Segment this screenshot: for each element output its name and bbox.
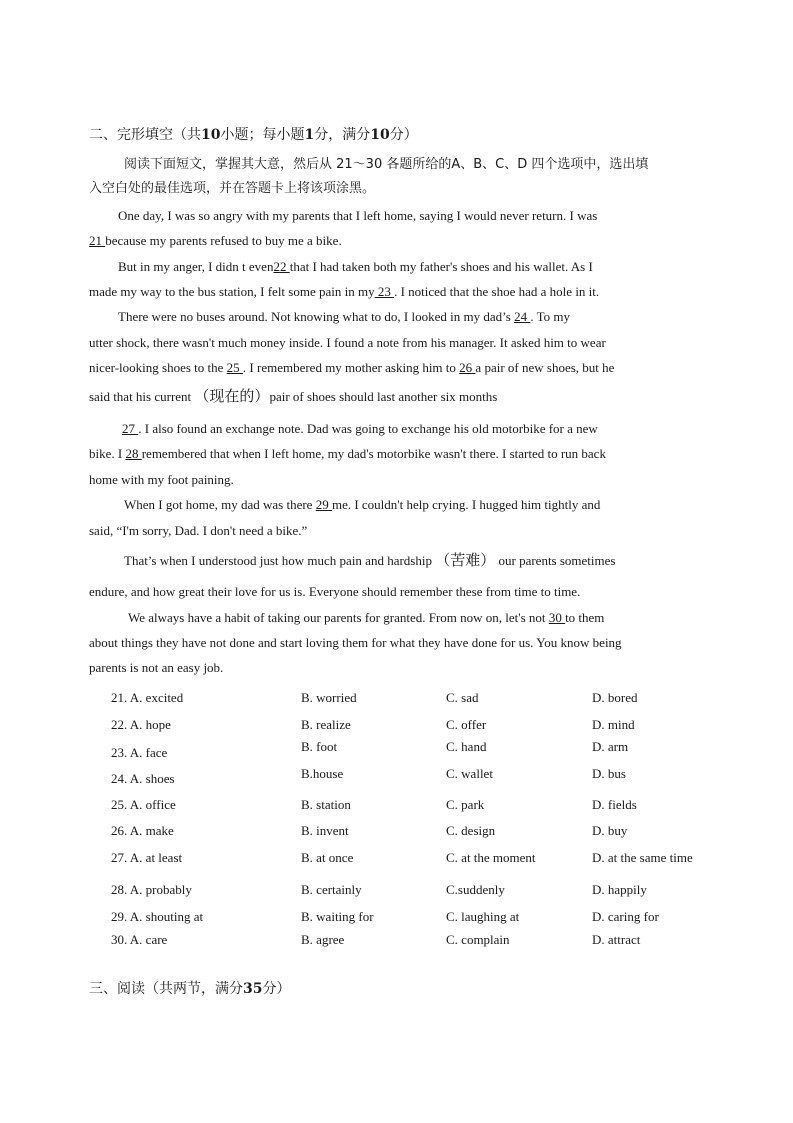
option-b: B. waiting for [301,909,374,924]
passage-line: endure, and how great their love for us is. Everyone should remember these from time to time. [89,584,581,599]
option-d: D. mind [592,717,635,732]
blank-22: 22 [273,259,290,274]
passage-text: . I also found an exchange note. Dad was going to exchange his old motorbike for a new [138,421,598,436]
passage-line: said, “I'm sorry, Dad. I don't need a bike.” [89,523,308,538]
option-d: D. caring for [592,909,659,924]
section-heading-reading [89,978,290,998]
option-a: 27. A. at least [111,850,183,865]
option-b: B. worried [301,690,357,705]
option-d: D. arm [592,739,629,754]
heading-text: 二、完形填空（共 [89,127,201,143]
heading-number: 10 [201,127,221,143]
heading-text: 分，满分 [314,127,371,143]
option-a: 25. A. office [111,797,176,812]
heading-text: 分） [389,127,418,143]
heading-text: 三、阅读（共两节，满分 [89,981,243,997]
option-b: B. invent [301,823,349,838]
option-b: B.house [301,766,344,781]
blank-25: 25 [226,360,243,375]
blank-27: 27 [122,421,139,436]
passage-text: That’s when I understood just how much pain and hardship [124,553,436,568]
passage-text: because my parents refused to buy me a bike. [105,233,342,248]
option-c: C. design [446,823,496,838]
passage-text: There were no buses around. Not knowing what to do, I looked in my dad’s [118,309,515,324]
option-c: C. at the moment [446,850,536,865]
passage-line [89,284,599,300]
passage-line [89,233,342,249]
option-b: B. station [301,797,351,812]
blank-30: 30 [548,610,566,625]
passage-line: utter shock, there wasn't much money inside. I found a note from his manager. It asked him to wear [89,335,606,350]
passage-text: bike. I [89,446,126,461]
passage-line [89,360,614,376]
option-b: B. foot [301,739,338,754]
option-d: D. bored [592,690,638,705]
option-c: C. sad [446,690,479,705]
blank-26: 26 [459,360,476,375]
gloss-text: （现在的） [194,387,270,405]
passage-text: me. I couldn't help crying. I hugged him tightly and [331,497,601,512]
passage-line [128,610,604,626]
passage-line [89,446,606,462]
passage-text: said that his current [89,389,195,404]
passage-text: a pair of new shoes, but he [475,360,615,375]
passage-text: . I remembered my mother asking him to [242,360,460,375]
passage-line [118,259,593,275]
passage-line [124,497,600,513]
blank-24: 24 [514,309,531,324]
option-d: D. bus [592,766,626,781]
passage-text: that I had taken both my father's shoes and his wallet. As I [289,259,593,274]
heading-text: 小题；每小题 [220,127,305,143]
option-c: C. offer [446,717,487,732]
passage-text: pair of shoes should last another six months [269,389,498,404]
passage-text: . To my [530,309,570,324]
option-a: 22. A. hope [111,717,171,732]
option-c: C. hand [446,739,487,754]
option-d: D. attract [592,932,641,947]
passage-text: When I got home, my dad was there [124,497,316,512]
option-c: C.suddenly [446,882,505,897]
passage-line [124,552,615,569]
option-a: 23. A. face [111,745,168,760]
heading-number: 10 [370,127,390,143]
option-a: 30. A. care [111,932,168,947]
option-a: 21. A. excited [111,690,184,705]
instruction-line: 入空白处的最佳选项，并在答题卡上将该项涂黑。 [89,181,376,196]
passage-text: nicer-looking shoes to the [89,360,227,375]
option-b: B. certainly [301,882,362,897]
passage-text: But in my anger, I didn t even [118,259,274,274]
option-d: D. at the same time [592,850,693,865]
option-a: 29. A. shouting at [111,909,204,924]
passage-line: One day, I was so angry with my parents that I left home, saying I would never return. I was [118,208,598,223]
option-c: C. complain [446,932,510,947]
heading-number: 1 [304,127,315,143]
heading-text: 分） [262,981,291,997]
option-b: B. at once [301,850,354,865]
blank-29: 29 [315,497,332,512]
option-a: 26. A. make [111,823,174,838]
heading-number: 35 [243,981,263,997]
section-heading-cloze [89,124,418,144]
passage-line [118,309,570,325]
gloss-text: （苦难） [435,551,496,569]
option-c: C. wallet [446,766,493,781]
option-d: D. fields [592,797,637,812]
passage-text: . I noticed that the shoe had a hole in it. [394,284,600,299]
option-c: C. park [446,797,485,812]
blank-23: 23 [374,284,395,299]
passage-line: parents is not an easy job. [89,660,224,675]
passage-text: to them [565,610,605,625]
option-b: B. realize [301,717,351,732]
passage-text: made my way to the bus station, I felt some pain in my [89,284,375,299]
option-a: 24. A. shoes [111,771,175,786]
option-c: C. laughing at [446,909,520,924]
passage-line [122,421,598,437]
option-b: B. agree [301,932,345,947]
passage-text: We always have a habit of taking our parents for granted. From now on, let's not [128,610,549,625]
option-a: 28. A. probably [111,882,192,897]
blank-21: 21 [89,233,106,248]
passage-text: our parents sometimes [495,553,616,568]
passage-line: home with my foot paining. [89,472,234,487]
option-d: D. buy [592,823,628,838]
passage-line: about things they have not done and start loving them for what they have done for us. You know being [89,635,622,650]
option-d: D. happily [592,882,647,897]
blank-28: 28 [125,446,142,461]
instruction-line: 阅读下面短文，掌握其大意，然后从 21～30 各题所给的A、B、C、D 四个选项中，选出填 [124,157,649,172]
passage-line [89,388,497,405]
passage-text: remembered that when I left home, my dad's motorbike wasn't there. I started to run back [141,446,606,461]
